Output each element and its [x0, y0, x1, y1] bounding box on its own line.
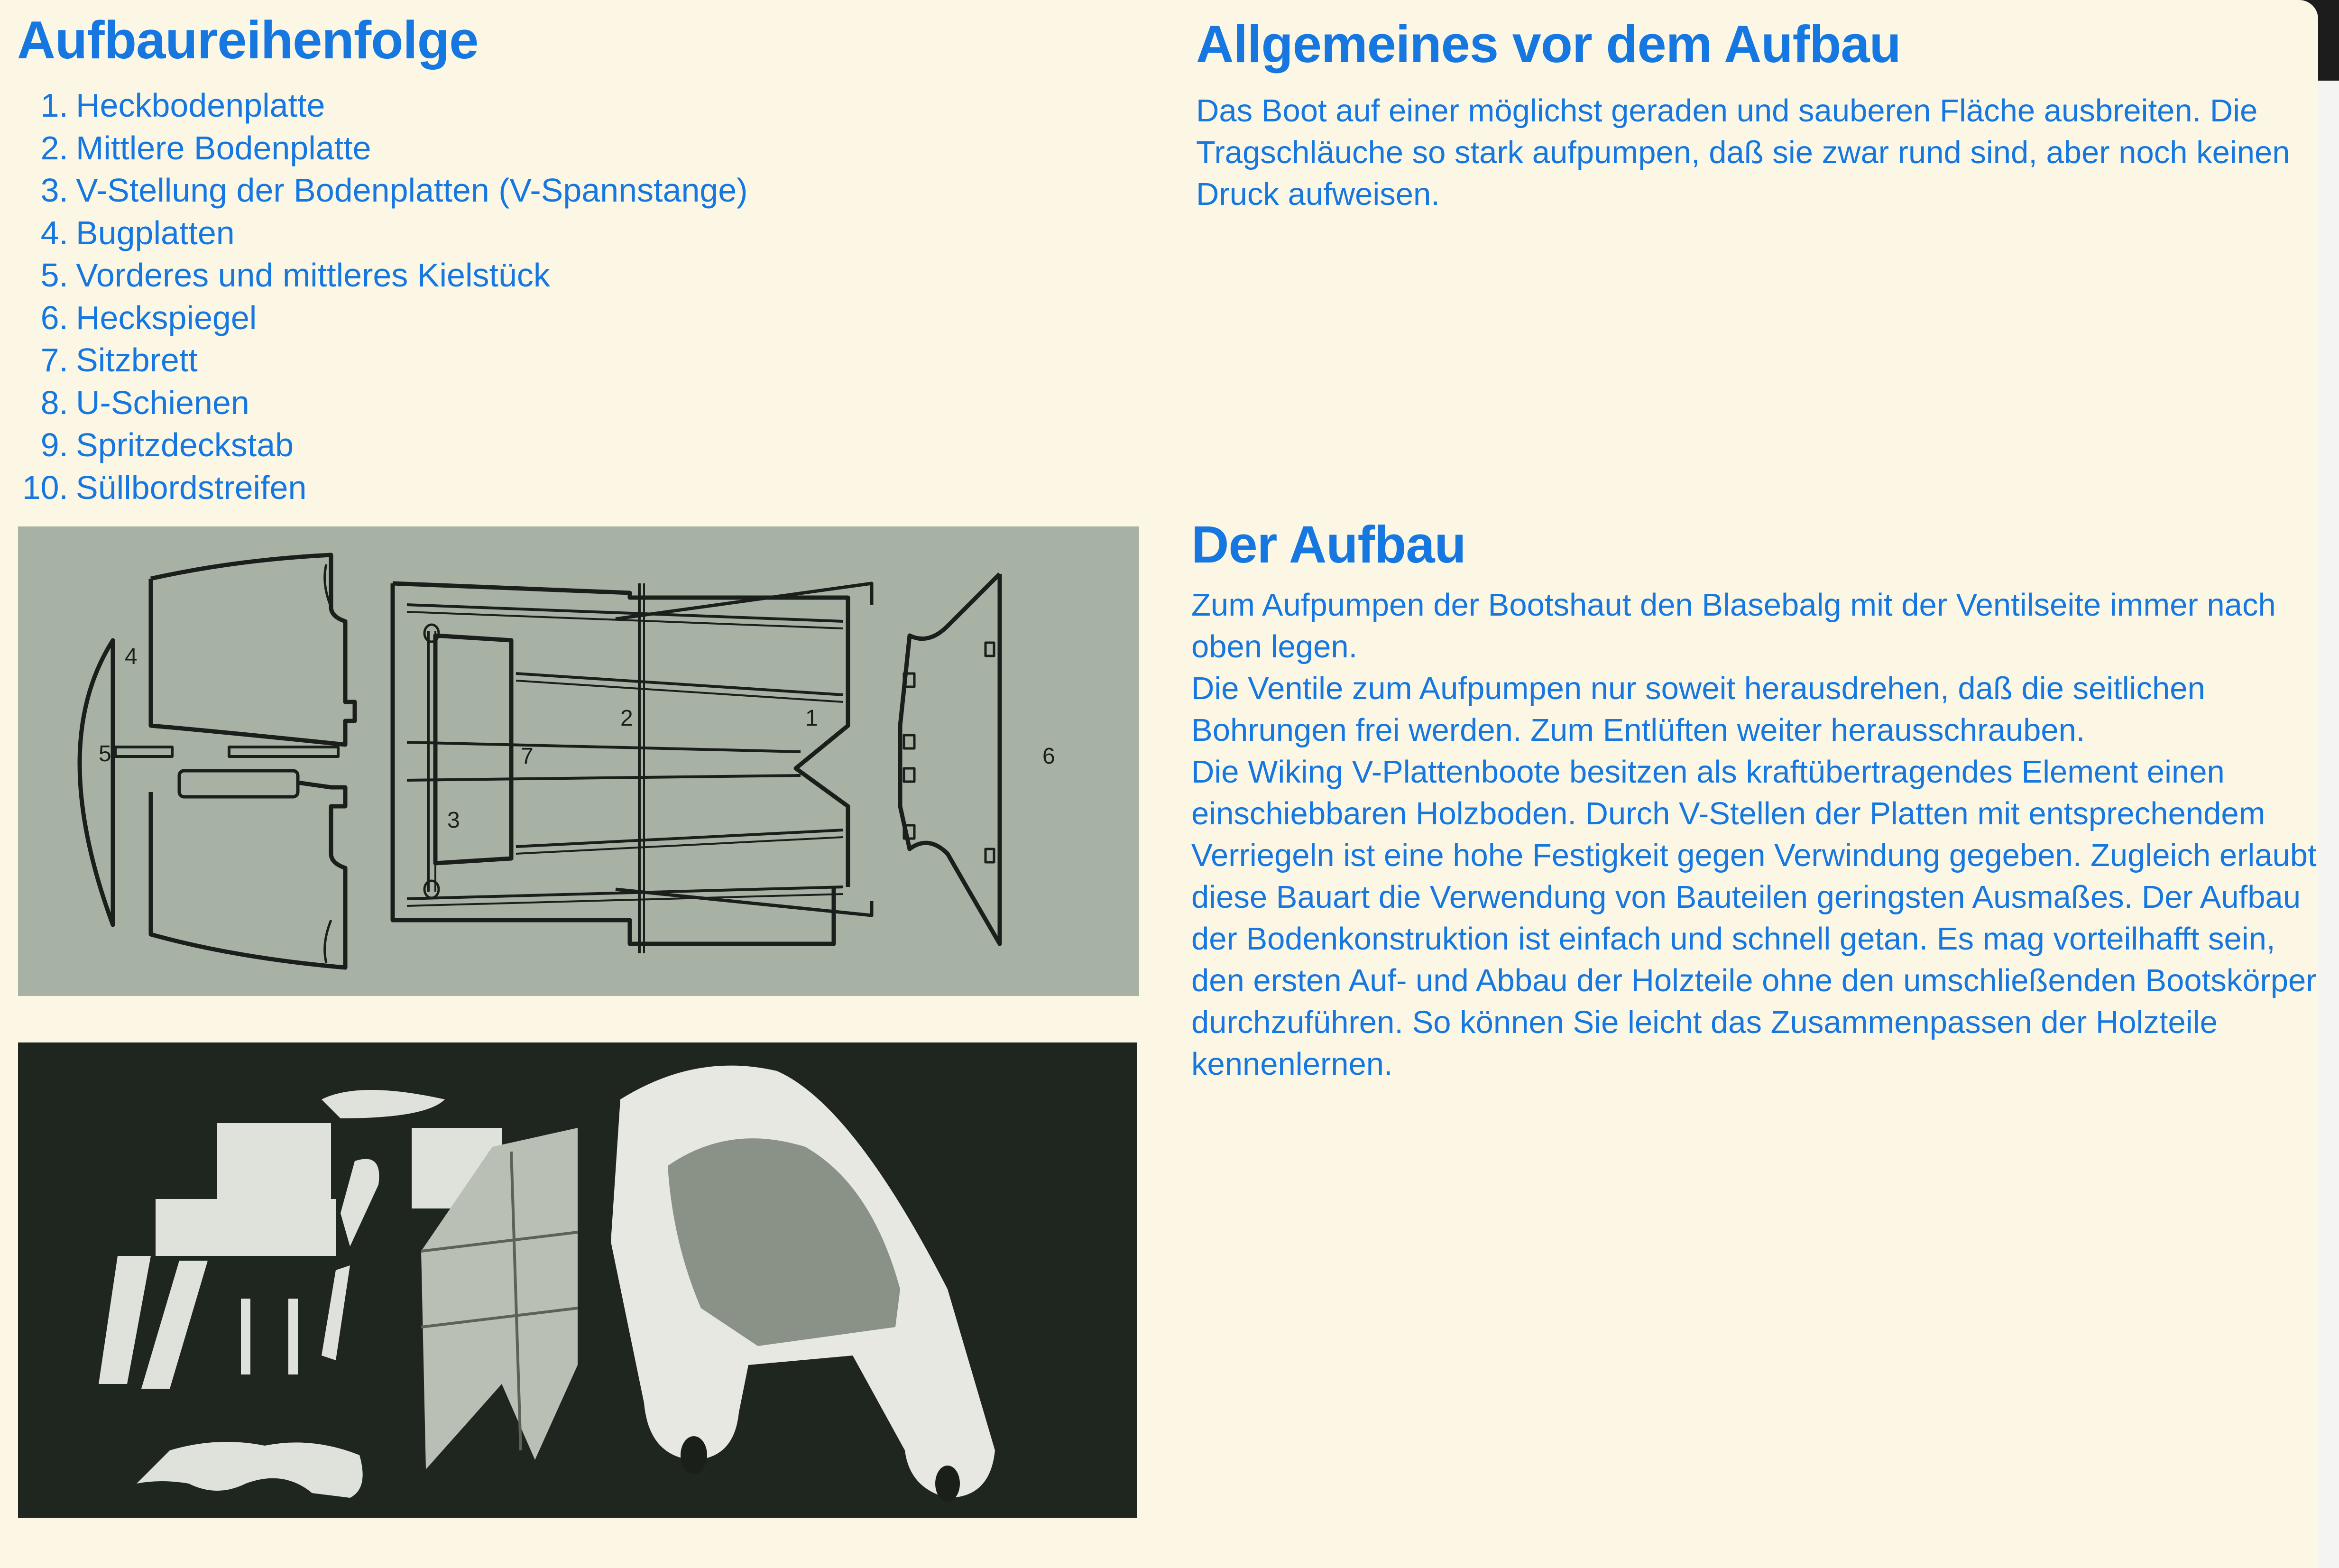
assembly-instructions — [1191, 584, 2320, 1085]
assembly-heading: Der Aufbau — [1191, 516, 1466, 574]
paragraph-floor-construction: Die Wiking V-Plattenboote besitzen als kraftübertragendes Element einen einschiebbaren Holzboden. Durch V-Stellen der Platten mit entsprechendem Verriegeln ist eine hohe Festigkeit gegen Verwindung gegeben. Zugleich erlaubt diese Bauart die Verwendung von Bauteilen geringsten Ausmaßes. Der Aufbau der Bodenkonstruktion ist einfach und schnell getan. Es mag vorteilhafft sein, den ersten Auf- und Abbau der Holzteile ohne den umschließenden Bootskörper durchzuführen. So können Sie leicht das Zusammenpassen der Holzteile kennenlernen. — [1191, 754, 2317, 1082]
list-item: 9. Spritzdeckstab — [40, 426, 294, 463]
boat-floor-diagram-illustration — [18, 526, 1139, 996]
diagram-label-7: 7 — [521, 744, 534, 769]
diagram-label-3: 3 — [447, 808, 460, 833]
paragraph-valves: Die Ventile zum Aufpumpen nur soweit herausdrehen, daß die seitlichen Bohrungen frei werden. Zum Entlüften weiter herausschrauben. — [1191, 671, 2205, 748]
list-item: 10. Süllbordstreifen — [22, 469, 307, 506]
diagram-label-6: 6 — [1042, 744, 1055, 769]
parts-diagram — [18, 526, 1139, 996]
list-item: 2. Mittlere Bodenplatte — [40, 129, 371, 166]
diagram-label-1: 1 — [805, 706, 818, 731]
paragraph-pumping: Zum Aufpumpen der Bootshaut den Blasebalg mit der Ventilseite immer nach oben legen. — [1191, 587, 2276, 664]
diagram-label-2: 2 — [620, 706, 633, 731]
list-item: 4. Bugplatten — [40, 214, 235, 251]
list-item: 5. Vorderes und mittleres Kielstück — [40, 257, 550, 294]
boat-photo-illustration — [18, 1042, 1137, 1518]
list-item: 7. Sitzbrett — [40, 341, 198, 378]
diagram-label-5: 5 — [99, 741, 111, 766]
list-item: 1. Heckbodenplatte — [40, 87, 325, 124]
list-item: 3. V-Stellung der Bodenplatten (V-Spannstange) — [40, 172, 748, 209]
assembly-steps-list — [0, 84, 748, 509]
diagram-label-4: 4 — [125, 644, 138, 669]
scan-background — [2318, 81, 2339, 1568]
boat-parts-photo — [18, 1042, 1137, 1518]
assembly-order-heading: Aufbaureihenfolge — [17, 10, 479, 70]
list-item: 6. Heckspiegel — [40, 299, 257, 336]
general-instructions-text: Das Boot auf einer möglichst geraden und sauberen Fläche ausbreiten. Die Tragschläuche so stark aufpumpen, daß sie zwar rund sind, aber noch keinen Druck aufweisen. — [1196, 93, 2290, 212]
list-item: 8. U-Schienen — [40, 384, 249, 421]
general-before-assembly-heading: Allgemeines vor dem Aufbau — [1196, 15, 1901, 74]
